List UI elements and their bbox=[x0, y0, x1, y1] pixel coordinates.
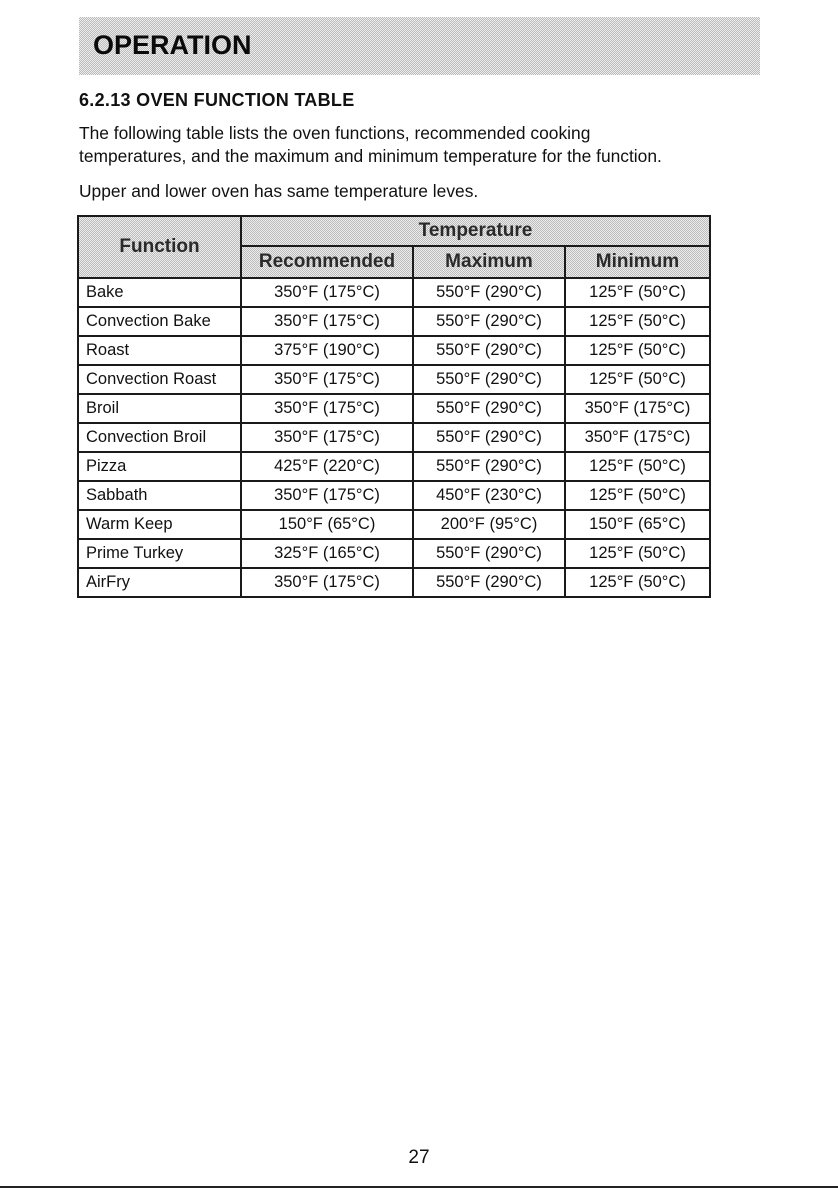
cell-minimum: 125°F (50°C) bbox=[565, 539, 710, 568]
bottom-rule bbox=[0, 1186, 838, 1188]
cell-minimum: 125°F (50°C) bbox=[565, 452, 710, 481]
cell-maximum: 550°F (290°C) bbox=[413, 423, 565, 452]
table-row bbox=[78, 365, 710, 394]
cell-function: Sabbath bbox=[78, 481, 241, 510]
cell-recommended: 350°F (175°C) bbox=[241, 307, 413, 336]
cell-function: Warm Keep bbox=[78, 510, 241, 539]
intro-line-2: temperatures, and the maximum and minimum temperature for the function. bbox=[79, 146, 662, 166]
cell-maximum: 200°F (95°C) bbox=[413, 510, 565, 539]
cell-minimum: 125°F (50°C) bbox=[565, 278, 710, 307]
table-row bbox=[78, 394, 710, 423]
cell-maximum: 550°F (290°C) bbox=[413, 394, 565, 423]
cell-recommended: 350°F (175°C) bbox=[241, 365, 413, 394]
cell-function: Pizza bbox=[78, 452, 241, 481]
page-number: 27 bbox=[408, 1147, 430, 1168]
section-heading: 6.2.13 OVEN FUNCTION TABLE bbox=[79, 90, 355, 110]
header-minimum: Minimum bbox=[565, 246, 710, 278]
table-row bbox=[78, 278, 710, 307]
cell-maximum: 550°F (290°C) bbox=[413, 539, 565, 568]
oven-function-table bbox=[77, 215, 711, 598]
table-row bbox=[78, 423, 710, 452]
cell-function: Convection Bake bbox=[78, 307, 241, 336]
cell-function: Bake bbox=[78, 278, 241, 307]
cell-function: Prime Turkey bbox=[78, 539, 241, 568]
cell-recommended: 350°F (175°C) bbox=[241, 481, 413, 510]
table-row bbox=[78, 510, 710, 539]
cell-maximum: 450°F (230°C) bbox=[413, 481, 565, 510]
cell-minimum: 125°F (50°C) bbox=[565, 336, 710, 365]
cell-recommended: 150°F (65°C) bbox=[241, 510, 413, 539]
cell-maximum: 550°F (290°C) bbox=[413, 336, 565, 365]
header-recommended: Recommended bbox=[241, 246, 413, 278]
table-row bbox=[78, 452, 710, 481]
cell-minimum: 125°F (50°C) bbox=[565, 365, 710, 394]
cell-function: Convection Roast bbox=[78, 365, 241, 394]
cell-minimum: 150°F (65°C) bbox=[565, 510, 710, 539]
table-row bbox=[78, 568, 710, 597]
cell-function: Broil bbox=[78, 394, 241, 423]
cell-minimum: 125°F (50°C) bbox=[565, 307, 710, 336]
cell-recommended: 350°F (175°C) bbox=[241, 394, 413, 423]
cell-maximum: 550°F (290°C) bbox=[413, 278, 565, 307]
cell-recommended: 350°F (175°C) bbox=[241, 278, 413, 307]
cell-function: Convection Broil bbox=[78, 423, 241, 452]
table-row bbox=[78, 539, 710, 568]
cell-recommended: 425°F (220°C) bbox=[241, 452, 413, 481]
cell-recommended: 375°F (190°C) bbox=[241, 336, 413, 365]
cell-recommended: 325°F (165°C) bbox=[241, 539, 413, 568]
intro-line-1: The following table lists the oven functions, recommended cooking bbox=[79, 123, 591, 143]
cell-maximum: 550°F (290°C) bbox=[413, 365, 565, 394]
intro-paragraph bbox=[79, 122, 662, 168]
header-maximum: Maximum bbox=[413, 246, 565, 278]
table-row bbox=[78, 307, 710, 336]
table-row bbox=[78, 481, 710, 510]
cell-minimum: 350°F (175°C) bbox=[565, 394, 710, 423]
cell-minimum: 125°F (50°C) bbox=[565, 481, 710, 510]
cell-recommended: 350°F (175°C) bbox=[241, 568, 413, 597]
section-title: OPERATION bbox=[93, 30, 252, 60]
cell-maximum: 550°F (290°C) bbox=[413, 452, 565, 481]
header-function: Function bbox=[78, 216, 241, 278]
section-banner bbox=[79, 17, 760, 75]
cell-recommended: 350°F (175°C) bbox=[241, 423, 413, 452]
cell-function: AirFry bbox=[78, 568, 241, 597]
cell-maximum: 550°F (290°C) bbox=[413, 307, 565, 336]
table-row bbox=[78, 336, 710, 365]
note-paragraph: Upper and lower oven has same temperature leves. bbox=[79, 181, 479, 201]
cell-function: Roast bbox=[78, 336, 241, 365]
cell-maximum: 550°F (290°C) bbox=[413, 568, 565, 597]
cell-minimum: 350°F (175°C) bbox=[565, 423, 710, 452]
header-temperature: Temperature bbox=[241, 216, 710, 246]
cell-minimum: 125°F (50°C) bbox=[565, 568, 710, 597]
